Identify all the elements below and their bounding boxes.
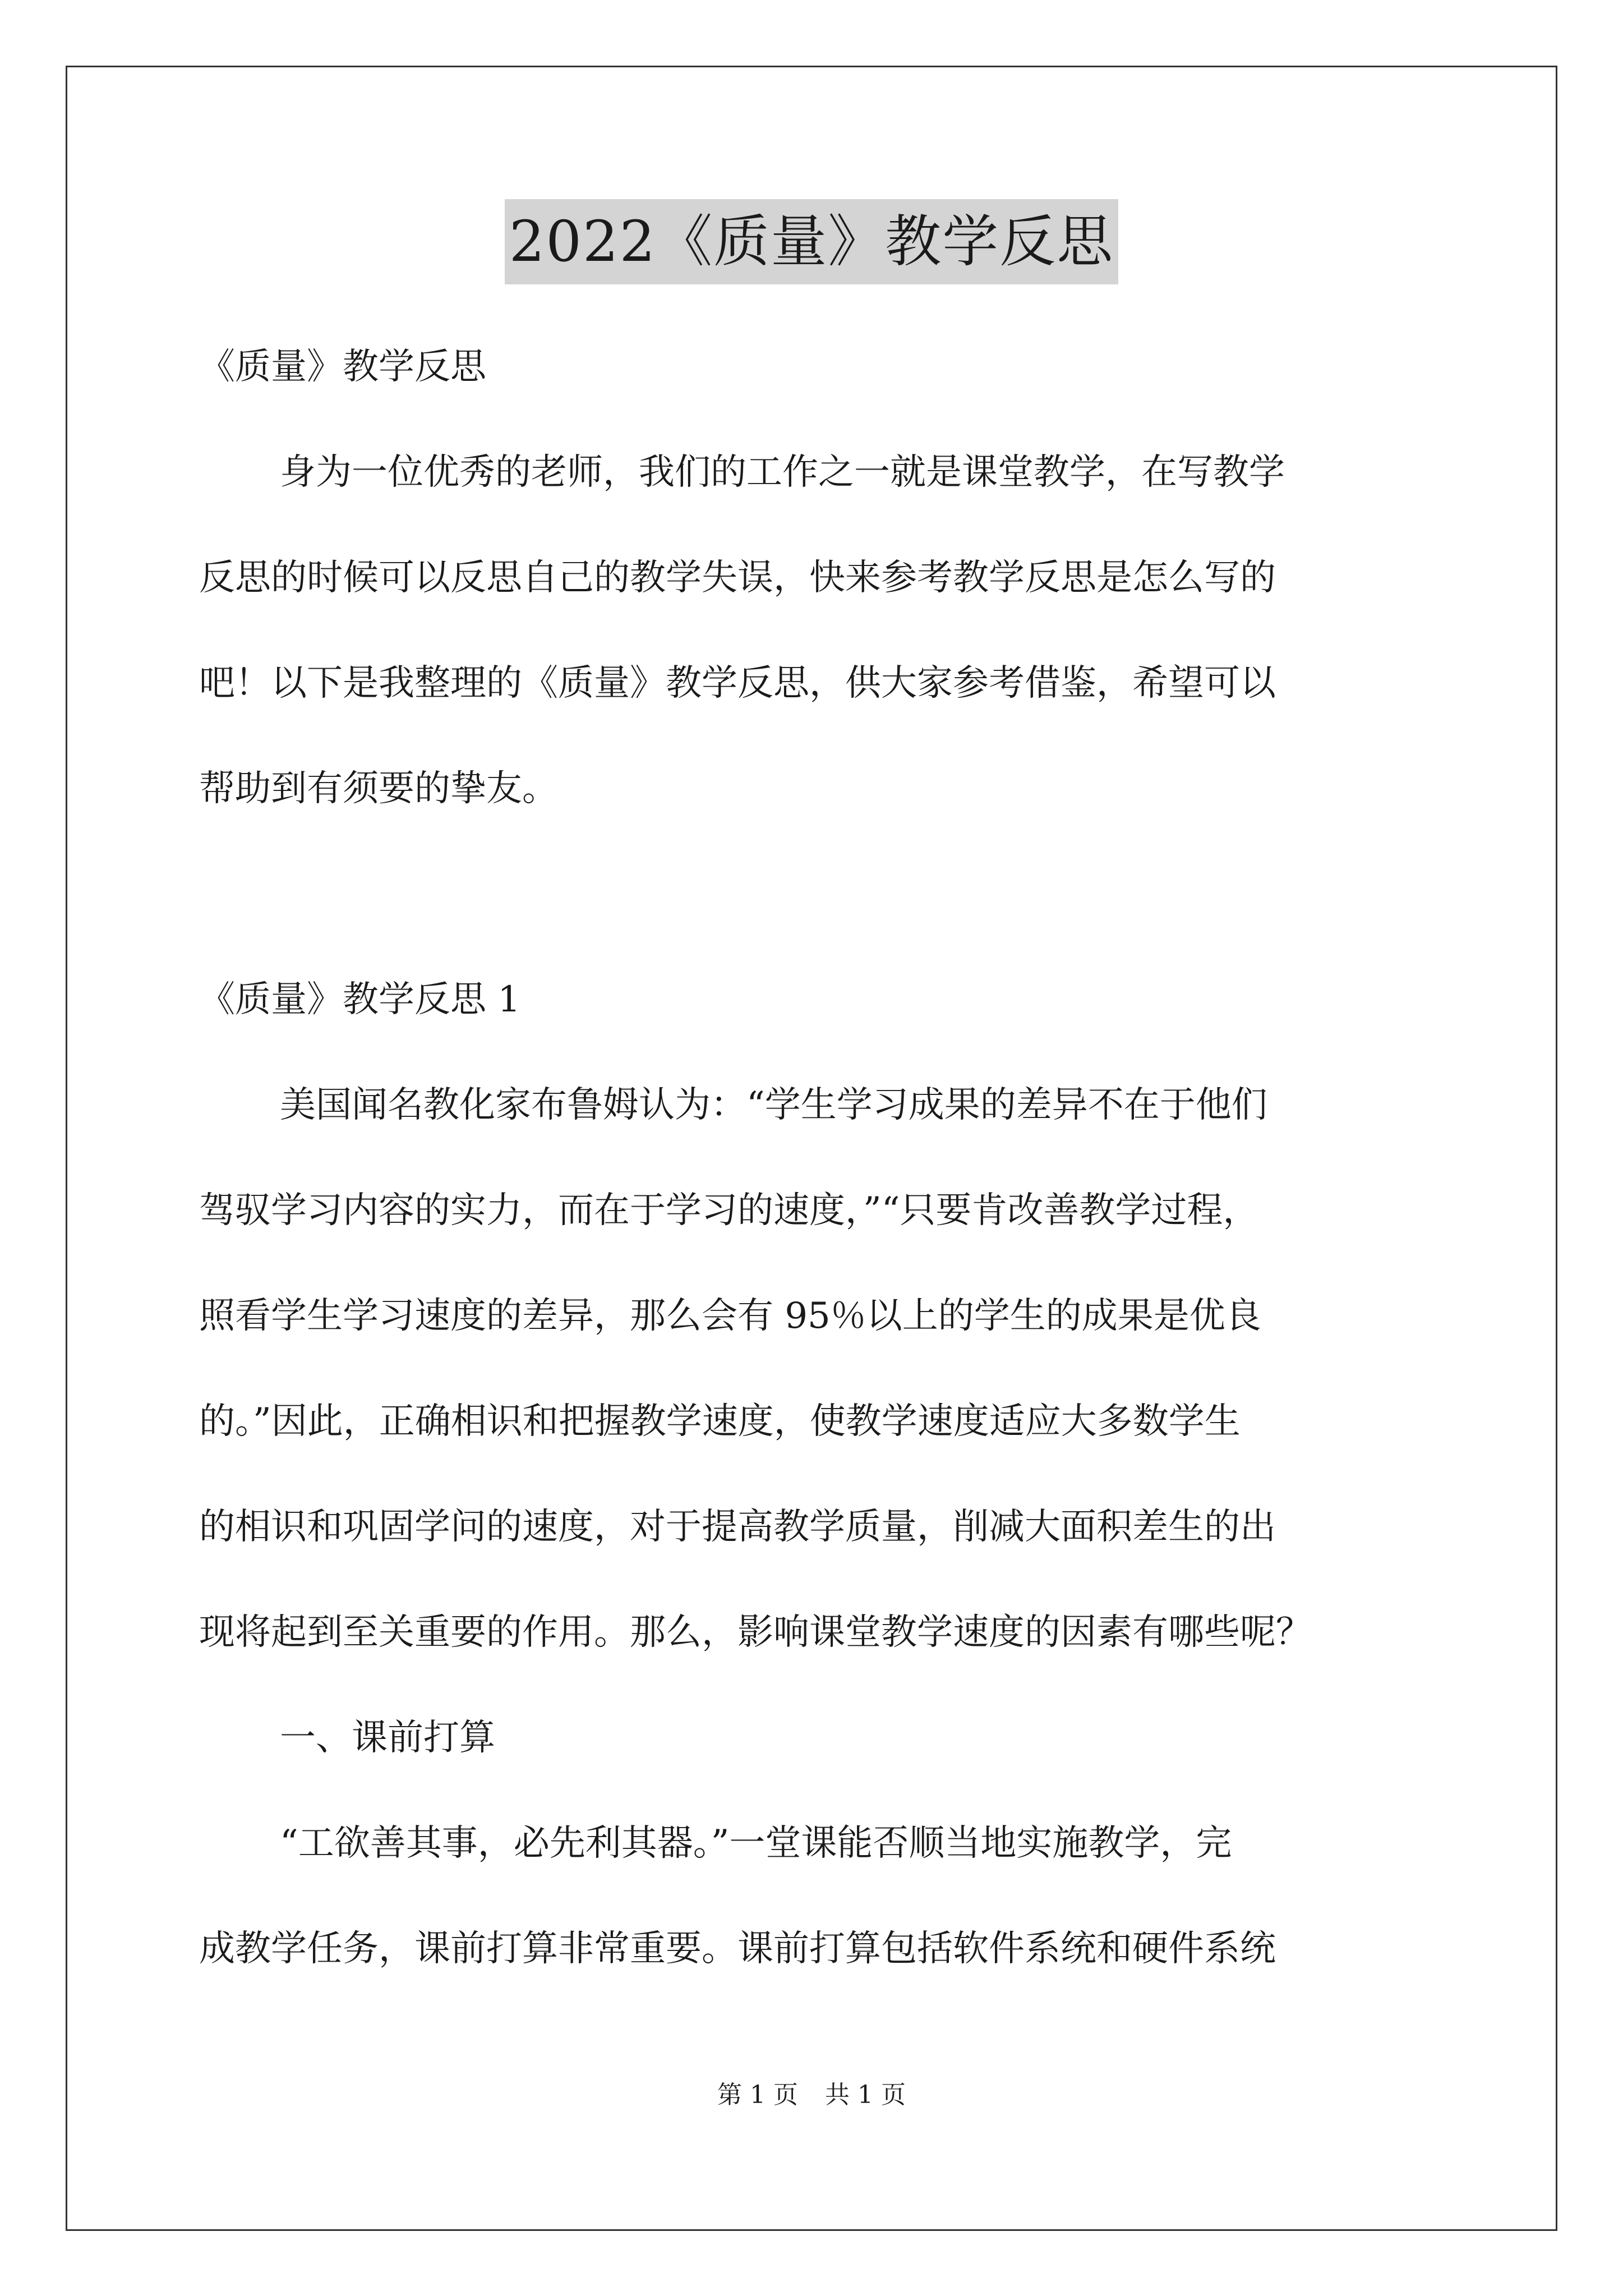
document-title: 2022《质量》教学反思 — [505, 199, 1119, 284]
intro-line: 身为一位优秀的老师，我们的工作之一就是课堂教学，在写教学 — [280, 452, 1285, 493]
section-1-line: 驾驭学习内容的实力，而在于学习的速度，”“只要肯改善教学过程， — [199, 1190, 1259, 1231]
document-body — [199, 314, 1433, 2001]
paragraph-2-line: 成教学任务，课前打算非常重要。课前打算包括软件系统和硬件系统 — [199, 1928, 1276, 1970]
section-1-line: 的相识和巩固学问的速度，对于提高教学质量，削减大面积差生的出 — [199, 1506, 1276, 1548]
section-1-line: 美国闻名教化家布鲁姆认为：“学生学习成果的差异不在于他们 — [280, 1084, 1267, 1126]
intro-line: 帮助到有须要的挚友。 — [199, 768, 558, 809]
subheading-course-prep: 一、课前打算 — [280, 1717, 495, 1759]
intro-line: 反思的时候可以反思自己的教学失误，快来参考教学反思是怎么写的 — [199, 557, 1276, 599]
paragraph-gap — [199, 841, 1433, 947]
page-number: 第 1 页 — [717, 2081, 798, 2109]
section-heading: 《质量》教学反思 — [199, 346, 486, 388]
page-footer — [0, 2078, 1623, 2112]
section-1-line: 的。”因此，正确相识和把握教学速度，使教学速度适应大多数学生 — [199, 1401, 1241, 1442]
intro-line: 吧！以下是我整理的《质量》教学反思，供大家参考借鉴，希望可以 — [199, 662, 1276, 704]
paragraph-2-line: “工欲善其事，必先利其器。”一堂课能否顺当地实施教学，完 — [280, 1823, 1232, 1864]
section-1-heading: 《质量》教学反思 1 — [199, 979, 521, 1020]
title-container — [0, 199, 1623, 284]
page-total: 共 1 页 — [825, 2081, 906, 2109]
section-1-line: 照看学生学习速度的差异，那么会有 95％以上的学生的成果是优良 — [199, 1295, 1261, 1337]
section-1-line: 现将起到至关重要的作用。那么，影响课堂教学速度的因素有哪些呢？ — [199, 1612, 1312, 1653]
